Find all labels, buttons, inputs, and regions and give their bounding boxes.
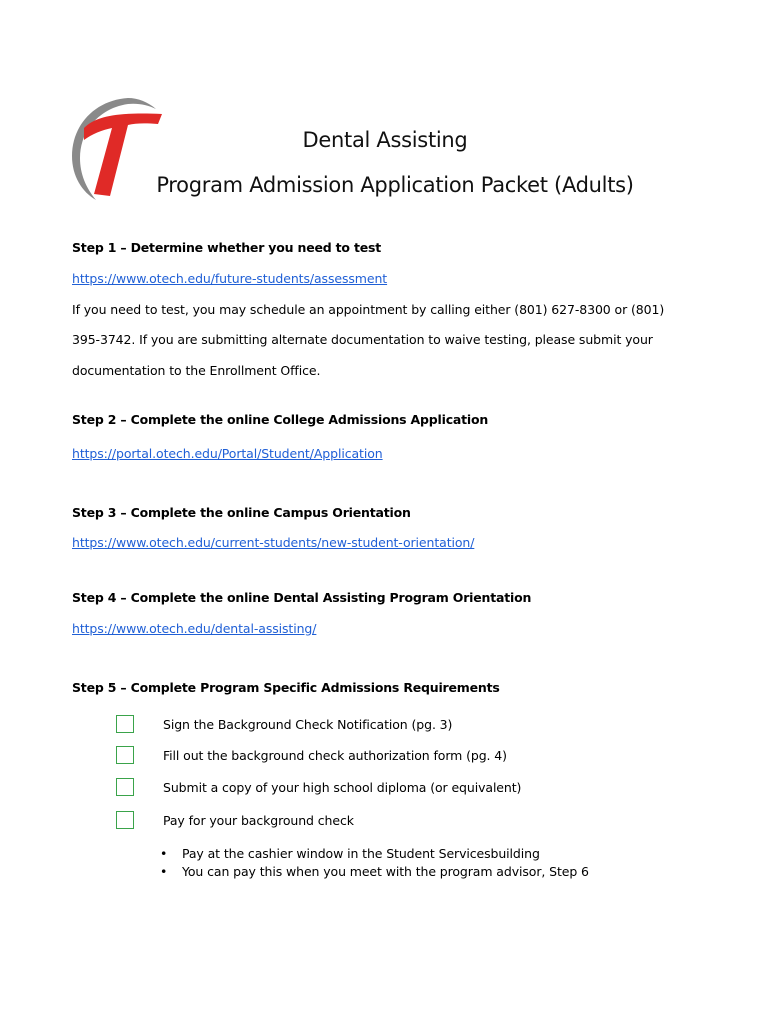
bullet-item-advisor [160,864,589,879]
checklist-label-diploma-copy: Submit a copy of your high school diploma (or equivalent) [163,780,522,795]
step-1-paragraph-line1: If you need to test, you may schedule an appointment by calling either (801) 627-8300 or (801) [72,302,665,317]
step-1-paragraph-line2: 395-3742. If you are submitting alternate documentation to waive testing, please submit your [72,332,653,347]
step-3-heading: Step 3 – Complete the online Campus Orientation [72,505,411,520]
step-1-paragraph-line3: documentation to the Enrollment Office. [72,363,321,378]
bullet-symbol: • [160,864,168,879]
step-4-program-link[interactable]: https://www.otech.edu/dental-assisting/ [72,621,317,636]
bullet-text: You can pay this when you meet with the program advisor, Step 6 [182,864,589,879]
checkbox-diploma-copy[interactable] [116,778,134,796]
checkbox-authorization-form[interactable] [116,746,134,764]
step-3-orientation-link[interactable]: https://www.otech.edu/current-students/new-student-orientation/ [72,535,475,550]
step-2-heading: Step 2 – Complete the online College Admissions Application [72,412,489,427]
checkbox-background-notification[interactable] [116,715,134,733]
checkbox-pay-background-check[interactable] [116,811,134,829]
step-1-assessment-link[interactable]: https://www.otech.edu/future-students/assessment [72,271,388,286]
step-2-application-link[interactable]: https://portal.otech.edu/Portal/Student/Application [72,446,383,461]
checklist-label-pay-background-check: Pay for your background check [163,813,354,828]
bullet-item-cashier [160,846,540,861]
step-5-heading: Step 5 – Complete Program Specific Admissions Requirements [72,680,500,695]
document-title-line1: Dental Assisting [302,128,468,152]
bullet-text: Pay at the cashier window in the Student Servicesbuilding [182,846,540,861]
step-1-heading: Step 1 – Determine whether you need to test [72,240,382,255]
checklist-label-authorization-form: Fill out the background check authorization form (pg. 4) [163,748,507,763]
checklist-label-background-notification: Sign the Background Check Notification (pg. 3) [163,717,453,732]
document-title-line2: Program Admission Application Packet (Adults) [156,173,634,197]
bullet-symbol: • [160,846,168,861]
step-4-heading: Step 4 – Complete the online Dental Assisting Program Orientation [72,590,532,605]
